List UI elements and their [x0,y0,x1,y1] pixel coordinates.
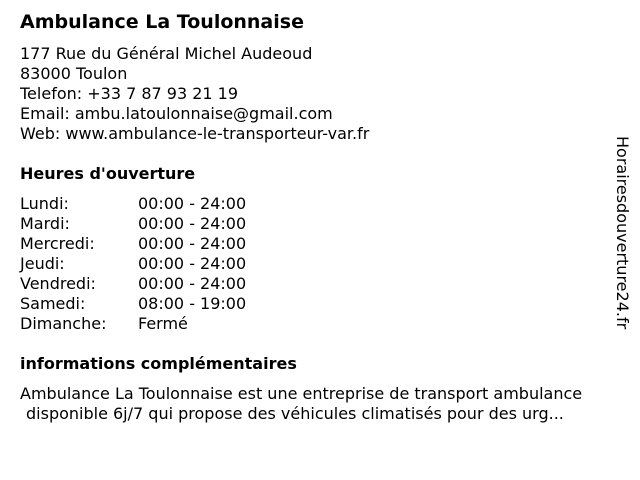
hours-time: 00:00 - 24:00 [138,254,247,273]
hours-day: Vendredi: [20,274,96,293]
email-line: Email: ambu.latoulonnaise@gmail.com [20,104,333,123]
hours-time: 00:00 - 24:00 [138,274,247,293]
info-line-1: Ambulance La Toulonnaise est une entreprise de transport ambulance [20,384,583,403]
hours-day: Lundi: [20,194,69,213]
hours-day: Jeudi: [20,254,65,273]
hours-time: 00:00 - 24:00 [138,194,247,213]
hours-day: Mercredi: [20,234,95,253]
phone-line: Telefon: +33 7 87 93 21 19 [20,84,239,103]
hours-time: 08:00 - 19:00 [138,294,247,313]
web-line: Web: www.ambulance-le-transporteur-var.fr [20,124,370,143]
hours-day: Samedi: [20,294,86,313]
hours-time: 00:00 - 24:00 [138,214,247,233]
info-description [20,384,630,424]
site-watermark: Horairesdouverture24.fr [613,136,632,330]
hours-day: Mardi: [20,214,70,233]
info-heading: informations complémentaires [20,354,297,373]
business-name: Ambulance La Toulonnaise [20,11,304,33]
hours-time: Fermé [138,314,188,333]
hours-time: 00:00 - 24:00 [138,234,247,253]
hours-day: Dimanche: [20,314,107,333]
contact-block [20,44,369,144]
hours-heading: Heures d'ouverture [20,164,196,183]
address-city: 83000 Toulon [20,64,128,83]
address-street: 177 Rue du Général Michel Audeoud [20,44,313,63]
info-line-2: disponible 6j/7 qui propose des véhicules climatisés pour des urg... [26,404,564,423]
